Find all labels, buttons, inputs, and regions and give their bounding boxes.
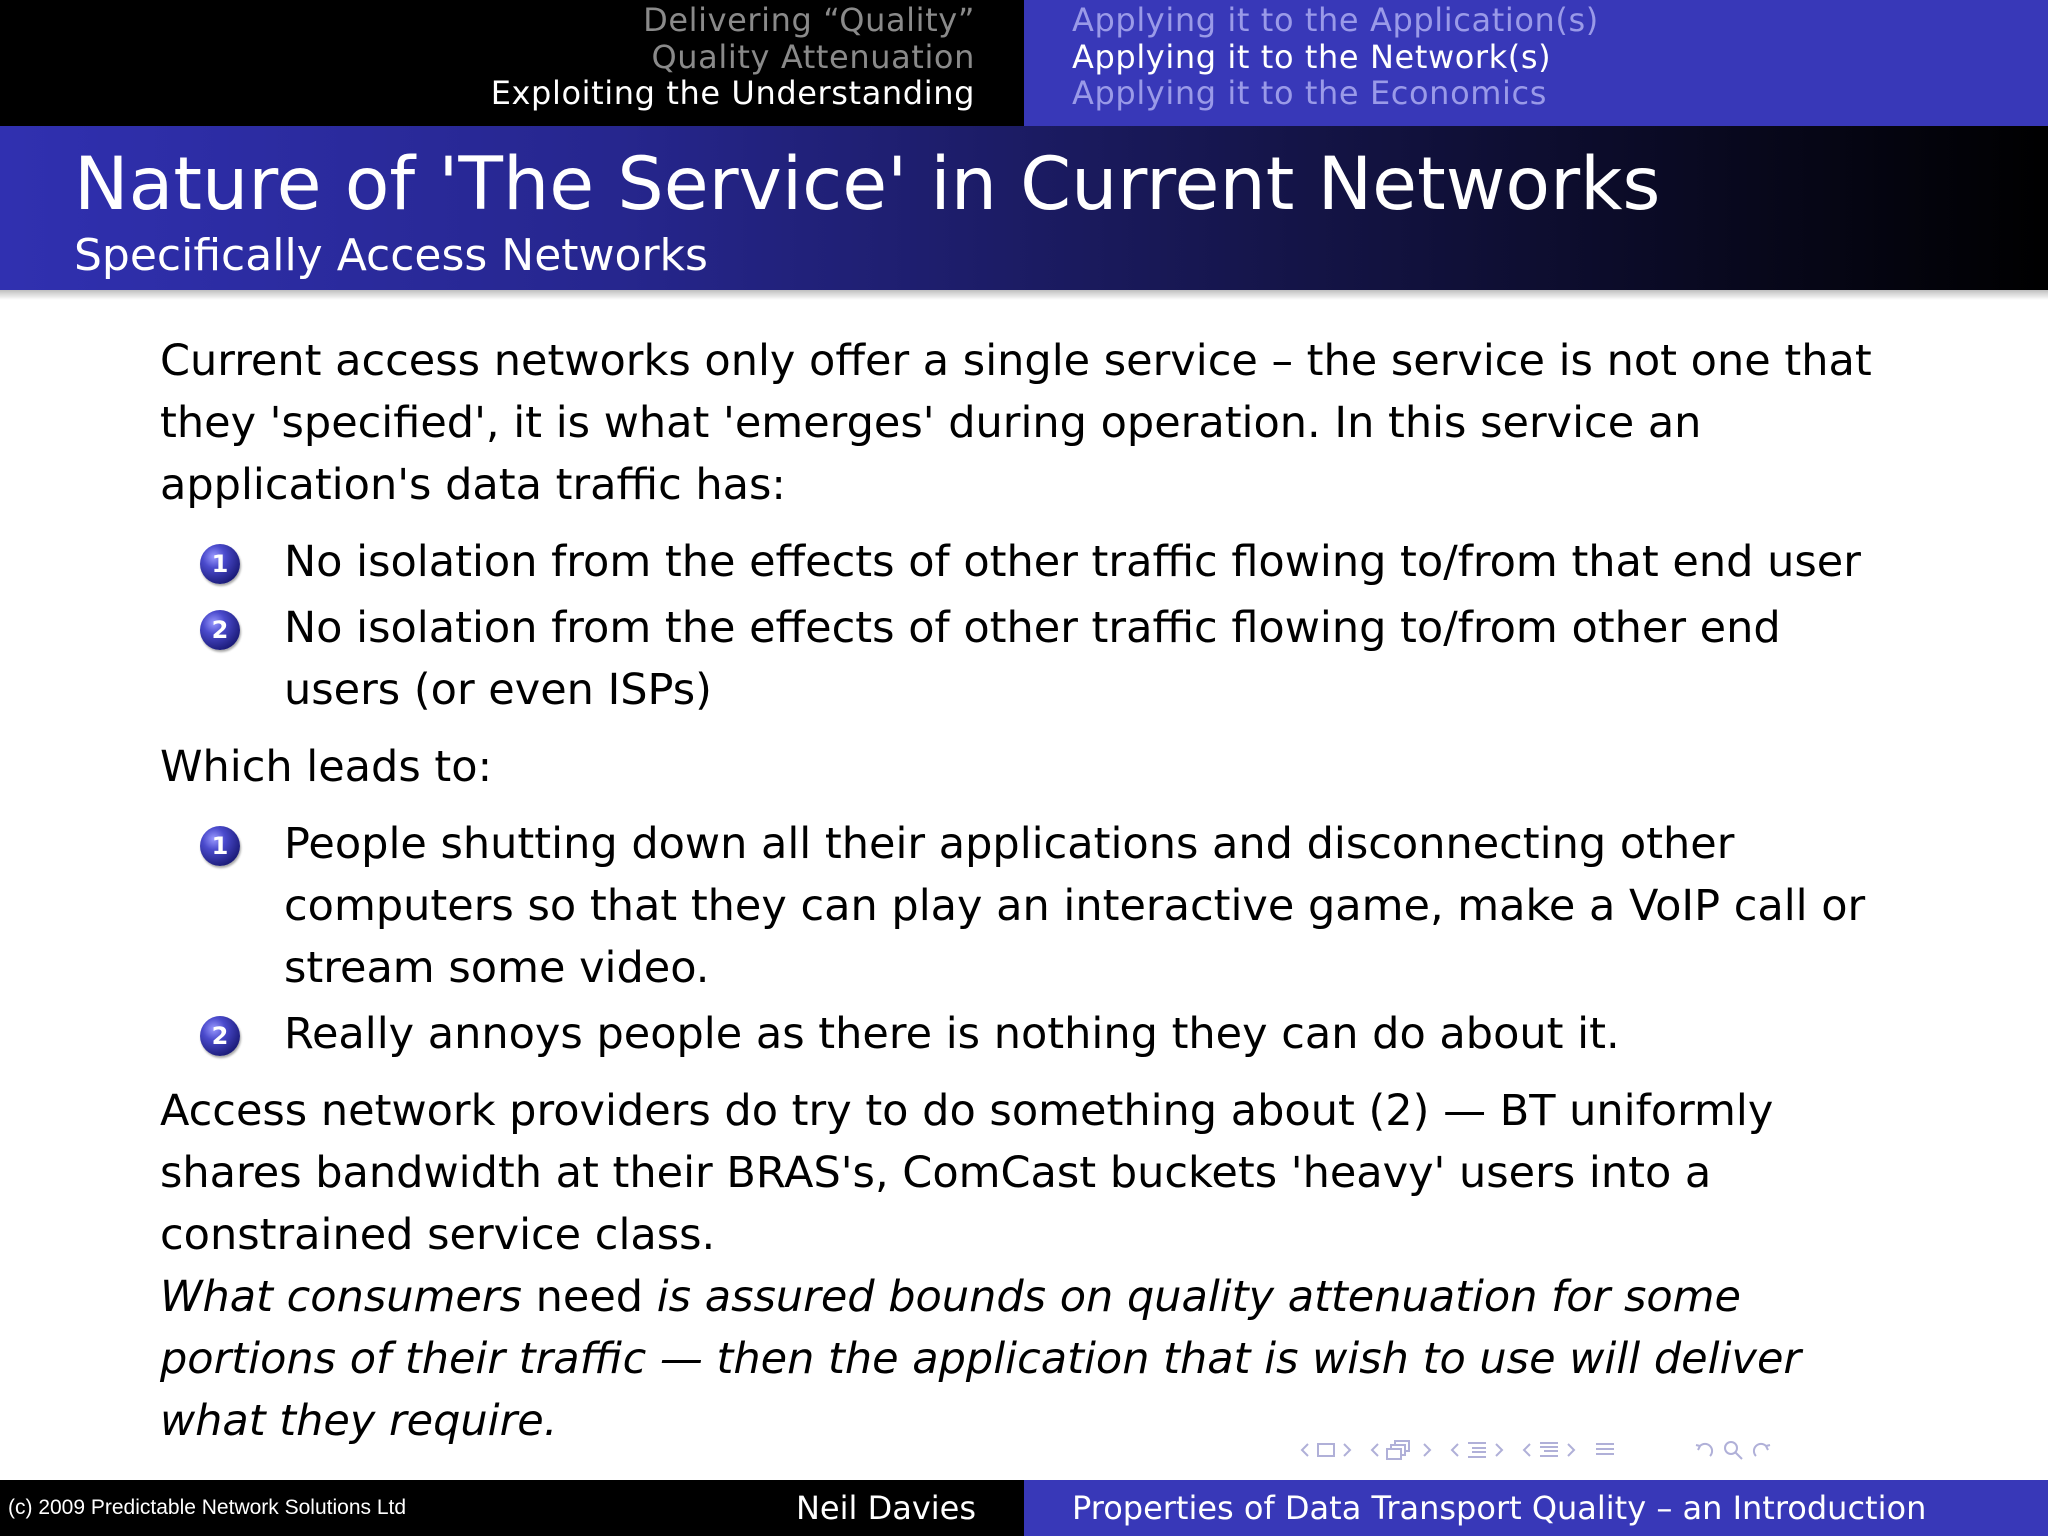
- frame-subtitle: Specifically Access Networks: [74, 230, 708, 281]
- list-item-text: No isolation from the effects of other traffic flowing to/from other end users (or even ISPs): [284, 603, 1781, 715]
- list-item: [160, 1003, 1900, 1065]
- document-icon[interactable]: [1594, 1441, 1616, 1459]
- list-item: [160, 597, 1900, 721]
- isolation-list: [160, 531, 1900, 721]
- conclusion-emphasis-1: What consumers: [160, 1272, 522, 1322]
- nav-subsection-application[interactable]: Applying it to the Application(s): [1072, 1, 1599, 39]
- nav-subsection-network[interactable]: Applying it to the Network(s): [1072, 37, 1552, 76]
- redo-icon[interactable]: [1750, 1440, 1772, 1460]
- frame-icon: [1316, 1442, 1336, 1458]
- providers-paragraph: Access network providers do try to do something about (2) — BT uniformly shares bandwidth at their BRAS's, ComCast buckets 'heavy' users into a constrained service class.: [160, 1086, 1774, 1260]
- frame-navigation[interactable]: [1300, 1442, 1352, 1458]
- intro-paragraph: Current access networks only offer a single service – the service is not one that they 'specified', it is what 'emerges' during operation. In this service an application's data traffic has:: [160, 336, 1872, 510]
- footer-left: [0, 1480, 1024, 1536]
- search-controls[interactable]: [1694, 1440, 1772, 1460]
- nav-section-quality-attenuation[interactable]: Quality Attenuation: [651, 37, 975, 76]
- arrow-right-icon[interactable]: [1342, 1442, 1352, 1458]
- frame-title: Nature of 'The Service' in Current Networks: [74, 142, 1661, 227]
- section-navigation[interactable]: [1522, 1441, 1576, 1459]
- section-icon: [1538, 1441, 1560, 1459]
- conclusion-emphasis-2: is assured bounds on quality attenuation for some portions of their traffic — then the application that is wish to use will deliver what they require.: [160, 1272, 1802, 1446]
- section-list: [0, 0, 1024, 126]
- list-item-text: People shutting down all their applications and disconnecting other computers so that they can play an interactive game, make a VoIP call or stream some video.: [284, 819, 1866, 993]
- subsection-icon: [1466, 1441, 1488, 1459]
- arrow-right-icon[interactable]: [1494, 1442, 1504, 1458]
- slides-icon: [1386, 1440, 1416, 1460]
- search-icon[interactable]: [1722, 1440, 1744, 1460]
- beamer-navigation-symbols: [1300, 1436, 2040, 1464]
- enumeration-ball-icon: 1: [200, 826, 240, 866]
- nav-section-exploiting-understanding[interactable]: Exploiting the Understanding: [490, 74, 975, 112]
- subsection-navigation[interactable]: [1450, 1441, 1504, 1459]
- leads-to-paragraph: Which leads to:: [160, 742, 493, 792]
- list-item: [160, 813, 1900, 999]
- footer-author: Neil Davies: [795, 1489, 976, 1527]
- enumeration-ball-icon: 2: [200, 610, 240, 650]
- title-shadow: [0, 290, 2048, 300]
- footer-bar: [0, 1480, 2048, 1536]
- slide-body: [160, 330, 1900, 1452]
- document-navigation[interactable]: [1594, 1441, 1616, 1459]
- arrow-left-icon[interactable]: [1522, 1442, 1532, 1458]
- section-navigation-bar: [0, 0, 2048, 126]
- arrow-left-icon[interactable]: [1450, 1442, 1460, 1458]
- arrow-left-icon[interactable]: [1370, 1442, 1380, 1458]
- consequences-list: [160, 813, 1900, 1065]
- conclusion-plain: need: [521, 1272, 657, 1322]
- arrow-right-icon[interactable]: [1566, 1442, 1576, 1458]
- arrow-right-icon[interactable]: [1422, 1442, 1432, 1458]
- enumeration-ball-icon: 1: [200, 544, 240, 584]
- subsection-list: [1024, 0, 2048, 126]
- list-item-text: Really annoys people as there is nothing they can do about it.: [284, 1009, 1620, 1059]
- undo-icon[interactable]: [1694, 1440, 1716, 1460]
- footer-copyright: (c) 2009 Predictable Network Solutions Ltd: [8, 1496, 407, 1519]
- arrow-left-icon[interactable]: [1300, 1442, 1310, 1458]
- conclusion-paragraph: [160, 1266, 1900, 1452]
- nav-subsection-economics[interactable]: Applying it to the Economics: [1072, 74, 1547, 112]
- list-item: [160, 531, 1900, 593]
- nav-section-delivering-quality[interactable]: Delivering “Quality”: [643, 1, 975, 39]
- footer-talk-title: Properties of Data Transport Quality – an Introduction: [1024, 1480, 2048, 1536]
- enumeration-ball-icon: 2: [200, 1016, 240, 1056]
- list-item-text: No isolation from the effects of other traffic flowing to/from that end user: [284, 537, 1861, 587]
- slide-navigation[interactable]: [1370, 1440, 1432, 1460]
